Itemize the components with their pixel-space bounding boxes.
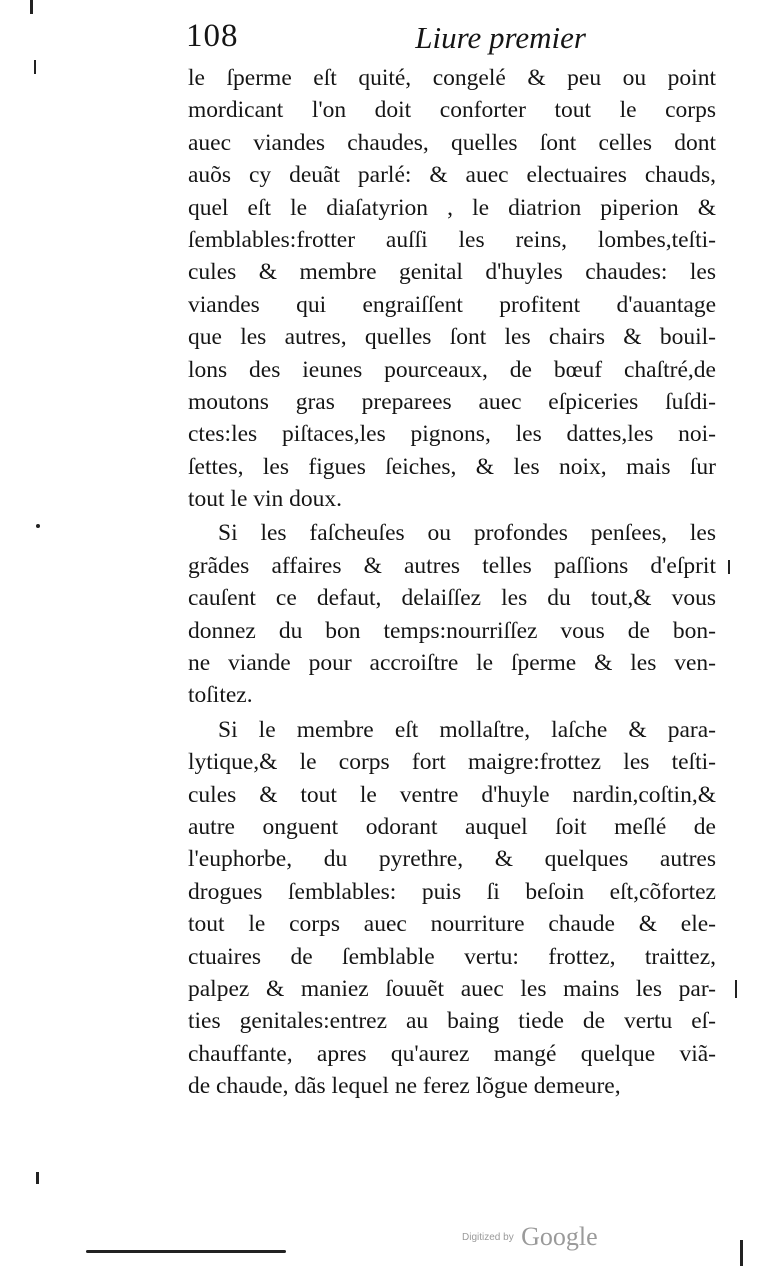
paragraph [188, 517, 716, 711]
text-line: drogues ſemblables: puis ſi beſoin eſt,cõfortez [188, 878, 716, 905]
text-line: palpez & maniez ſouuẽt auec les mains les par- [188, 975, 716, 1002]
text-line: de chaude, dãs lequel ne ferez lõgue demeure, [188, 1073, 621, 1100]
scan-mark [36, 524, 40, 528]
google-logo: Google [521, 1222, 598, 1251]
text-line: auec viandes chaudes, quelles ſont celles dont [188, 129, 716, 156]
text-line: ties genitales:entrez au baing tiede de vertu eſ- [188, 1008, 716, 1035]
text-line: quel eſt le diaſatyrion , le diatrion piperion & [188, 194, 716, 221]
scan-mark [34, 60, 36, 74]
scan-mark [728, 560, 730, 574]
text-line: Si les faſcheuſes ou profondes penſees, les [218, 520, 716, 547]
scan-mark [740, 1240, 743, 1266]
text-line: Si le membre eſt mollaſtre, laſche & para- [218, 716, 716, 743]
text-line: lytique,& le corps fort maigre:frottez les teſti- [188, 749, 716, 776]
page-number: 108 [186, 18, 239, 54]
scan-mark [30, 0, 33, 14]
text-line: que les autres, quelles ſont les chairs & bouil- [188, 324, 716, 351]
text-line: auõs cy deuãt parlé: & auec electuaires chauds, [188, 162, 716, 189]
text-line: tout le vin doux. [188, 486, 343, 513]
text-line: ne viande pour accroiſtre le ſperme & les ven- [188, 650, 716, 677]
text-line: l'euphorbe, du pyrethre, & quelques autres [188, 846, 716, 873]
running-title: Liure premier [415, 20, 586, 55]
text-line: moutons gras preparees auec eſpiceries ſuſdi- [188, 388, 716, 415]
scan-mark [735, 980, 737, 998]
text-line: ctes:les piſtaces,les pignons, les dattes,les noi- [188, 421, 716, 448]
body-text [188, 62, 716, 1103]
text-line: donnez du bon temps:nourriſſez vous de bon- [188, 617, 716, 644]
digitized-watermark [462, 1222, 598, 1252]
text-line: ſettes, les figues ſeiches, & les noix, mais ſur [188, 453, 716, 480]
text-line: ctuaires de ſemblable vertu: frottez, traittez, [188, 943, 716, 970]
text-line: viandes qui engraiſſent profitent d'auantage [188, 291, 716, 318]
text-line: tout le corps auec nourriture chaude & ele- [188, 911, 716, 938]
watermark-prefix: Digitized by [462, 1231, 514, 1243]
text-line: chauffante, apres qu'aurez mangé quelque viã- [188, 1040, 716, 1067]
text-line: cauſent ce defaut, delaiſſez les du tout,& vous [188, 585, 716, 612]
text-line: toſitez. [188, 682, 253, 709]
text-line: grãdes affaires & autres telles paſſions d'eſprit [188, 552, 716, 579]
text-line: cules & membre genital d'huyles chaudes: les [188, 259, 716, 286]
text-line: le ſperme eſt quité, congelé & peu ou point [188, 65, 716, 91]
text-line: mordicant l'on doit conforter tout le corps [188, 97, 716, 124]
paragraph [188, 62, 716, 515]
scan-mark [36, 1172, 39, 1184]
text-line: ſemblables:frotter auſſi les reins, lombes,teſti- [188, 226, 716, 253]
scan-mark [86, 1250, 286, 1253]
paragraph [188, 714, 716, 1103]
text-line: lons des ieunes pourceaux, de bœuf chaſtré,de [188, 356, 716, 383]
text-line: autre onguent odorant auquel ſoit meſlé de [188, 813, 716, 840]
text-line: cules & tout le ventre d'huyle nardin,coſtin,& [188, 781, 716, 808]
page-header [186, 18, 586, 62]
